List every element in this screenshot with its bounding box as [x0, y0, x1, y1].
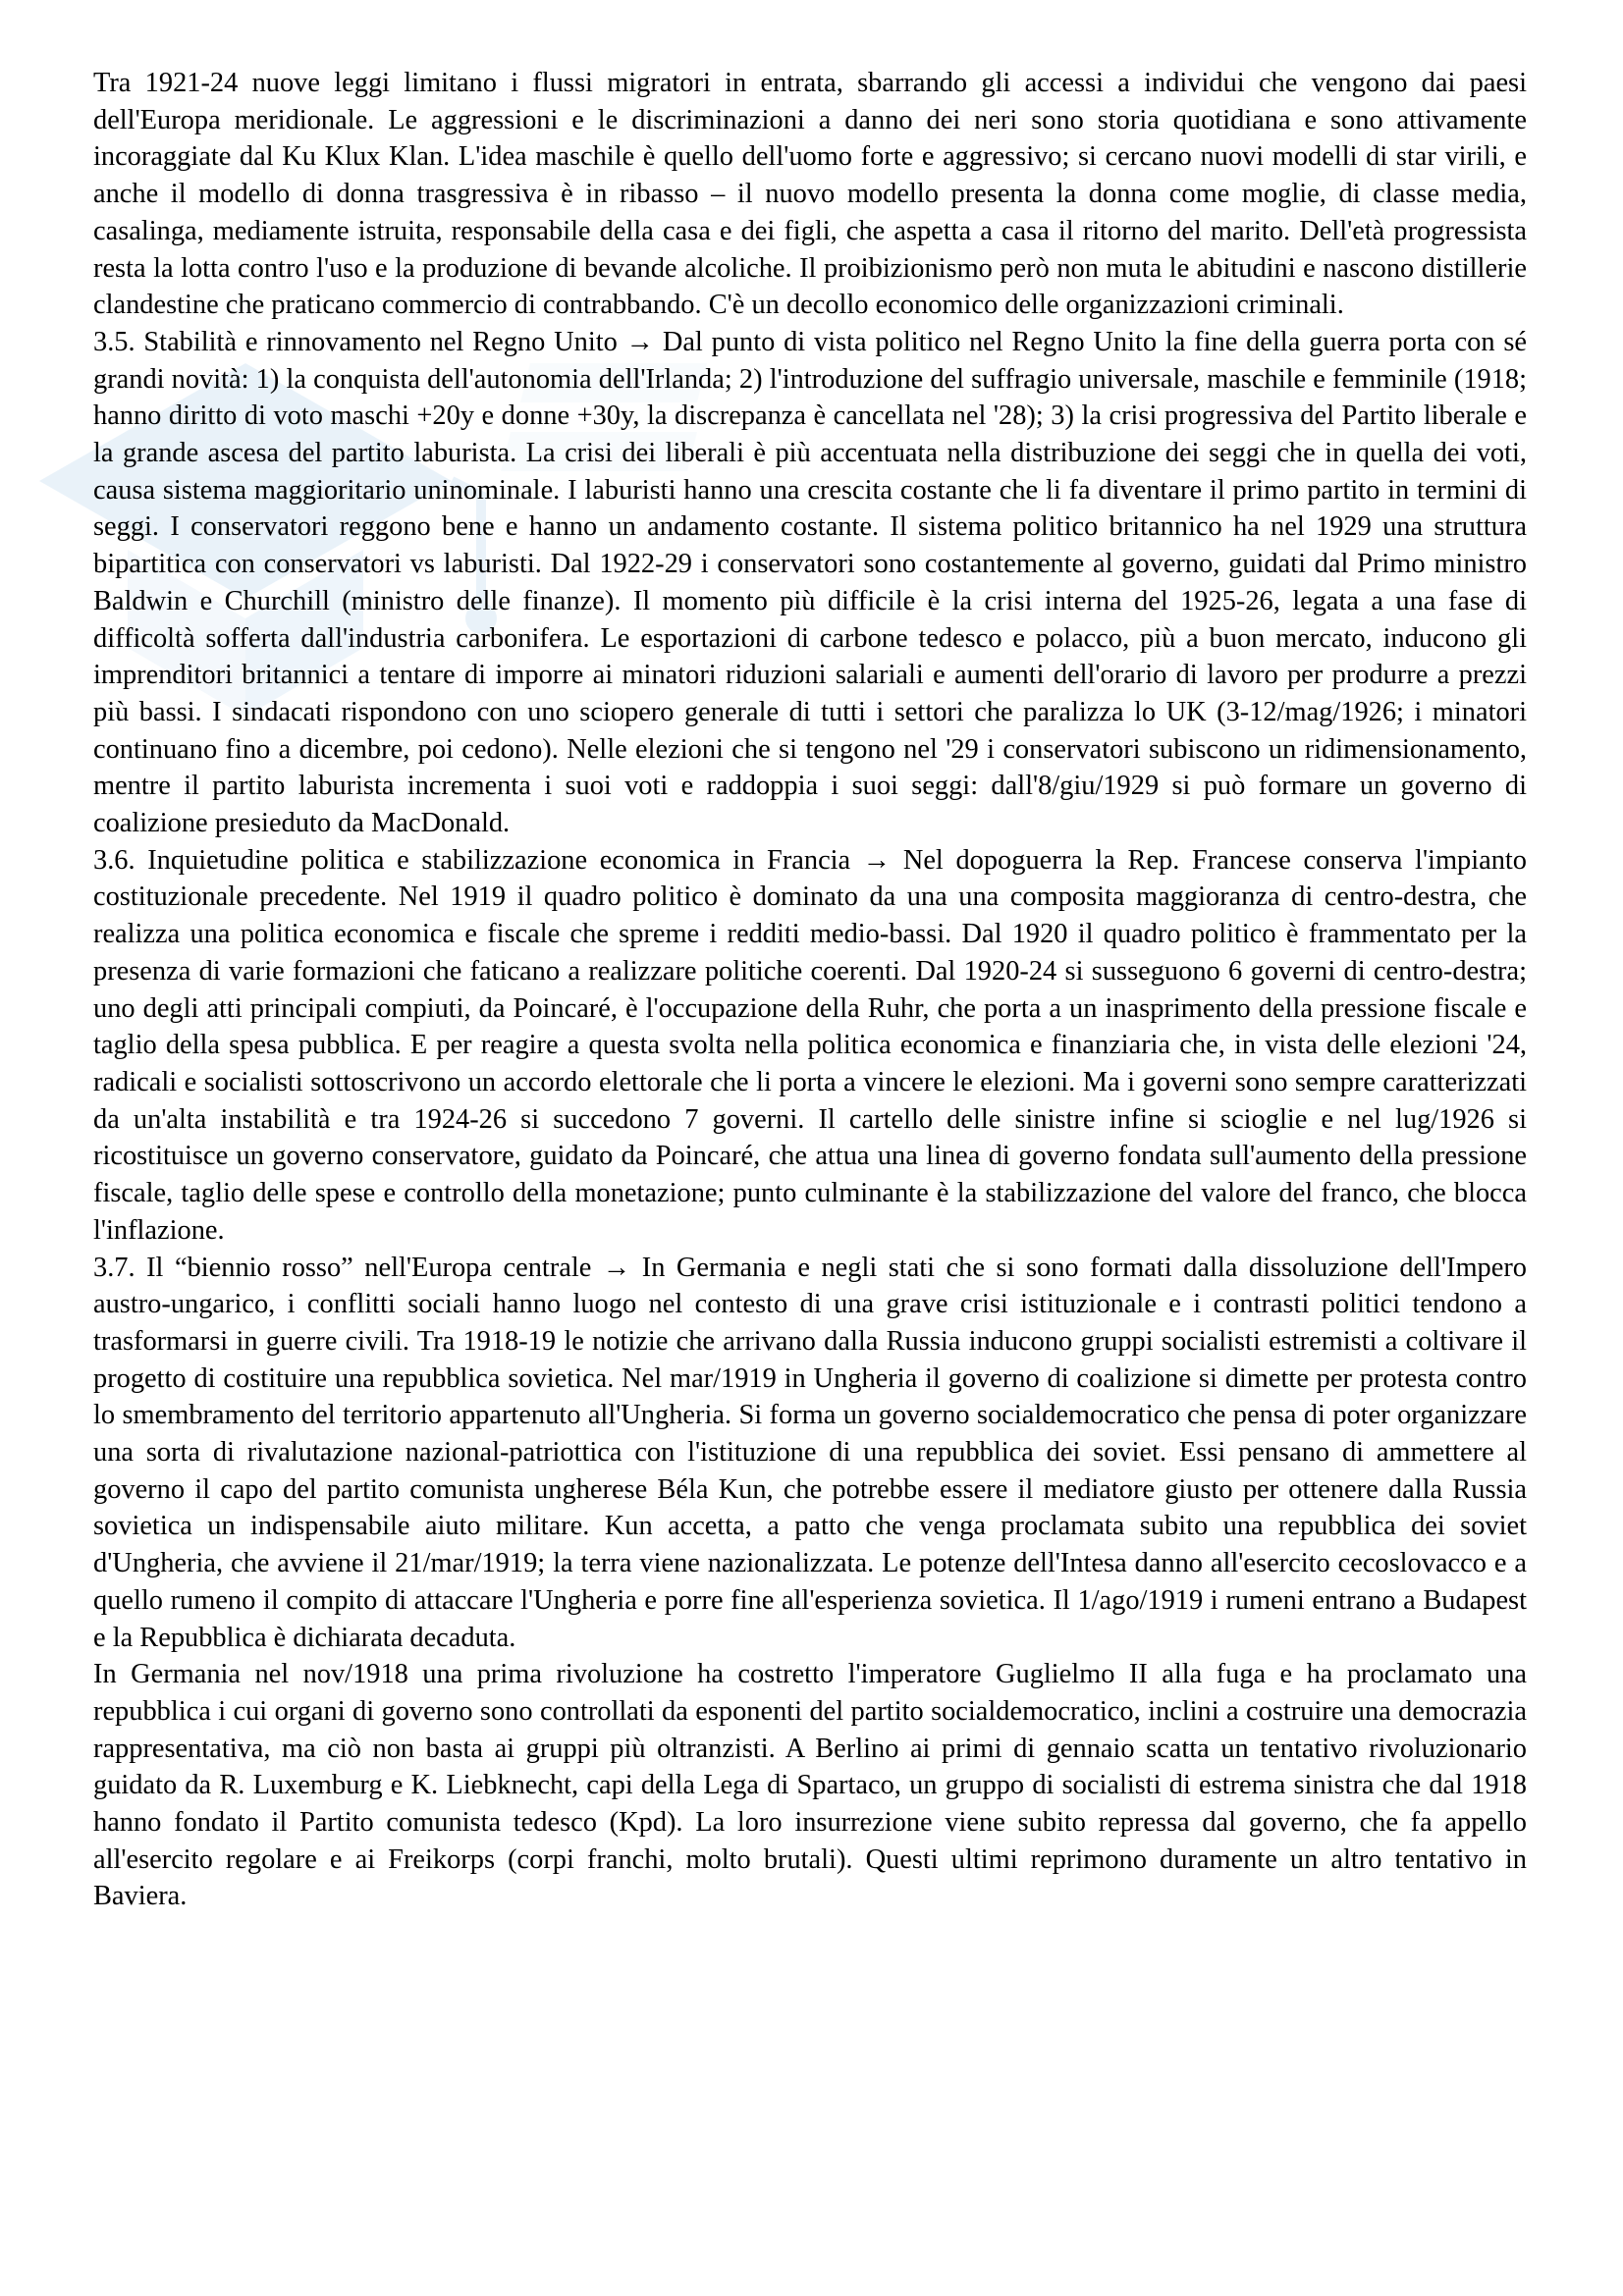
- document-body: [93, 65, 1527, 1915]
- paragraph-section-3-5-uk: 3.5. Stabilità e rinnovamento nel Regno Unito → Dal punto di vista politico nel Regno Unito la fine della guerra porta con sé grandi novità: 1) la conquista dell'autonomia dell'Irlanda; 2) l'introduzione del suffragio universale, maschile e femminile (1918; hanno diritto di voto maschi +20y e donne +30y, la discrepanza è cancellata nel '28); 3) la crisi progressiva del Partito liberale e la grande ascesa del partito laburista. La crisi dei liberali è più accentuata nella distribuzione dei seggi che in quella dei voti, causa sistema maggioritario uninominale. I laburisti hanno una crescita costante che li fa diventare il primo partito in termini di seggi. I conservatori reggono bene e hanno un andamento costante. Il sistema politico britannico ha nel 1929 una struttura bipartitica con conservatori vs laburisti. Dal 1922-29 i conservatori sono costantemente al governo, guidati dal Primo ministro Baldwin e Churchill (ministro delle finanze). Il momento più difficile è la crisi interna del 1925-26, legata a una fase di difficoltà sofferta dall'industria carbonifera. Le esportazioni di carbone tedesco e polacco, più a buon mercato, inducono gli imprenditori britannici a tentare di imporre ai minatori riduzioni salariali e aumenti dell'orario di lavoro per produrre a prezzi più bassi. I sindacati rispondono con uno sciopero generale di tutti i settori che paralizza lo UK (3-12/mag/1926; i minatori continuano fino a dicembre, poi cedono). Nelle elezioni che si tengono nel '29 i conservatori subiscono un ridimensionamento, mentre il partito laburista incrementa i suoi voti e raddoppia i suoi seggi: dall'8/giu/1929 si può formare un governo di coalizione presieduto da MacDonald.: [93, 326, 1527, 839]
- paragraph-section-3-6-france: 3.6. Inquietudine politica e stabilizzazione economica in Francia → Nel dopoguerra la Rep. Francese conserva l'impianto costituzionale precedente. Nel 1919 il quadro politico è dominato da una una composita maggioranza di centro-destra, che realizza una politica economica e fiscale che spreme i redditi medio-bassi. Dal 1920 il quadro politico è frammentato per la presenza di varie formazioni che faticano a realizzare politiche coerenti. Dal 1920-24 si susseguono 6 governi di centro-destra; uno degli atti principali compiuti, da Poincaré, è l'occupazione della Ruhr, che porta a un inasprimento della pressione fiscale e taglio della spesa pubblica. E per reagire a questa svolta nella politica economica e finanziaria che, in vista delle elezioni '24, radicali e socialisti sottoscrivono un accordo elettorale che li porta a vincere le elezioni. Ma i governi sono sempre caratterizzati da un'alta instabilità e tra 1924-26 si succedono 7 governi. Il cartello delle sinistre infine si scioglie e nel lug/1926 si ricostituisce un governo conservatore, guidato da Poincaré, che attua una linea di governo fondata sull'aumento della pressione fiscale, taglio delle spese e controllo della monetazione; punto culminante è la stabilizzazione del valore del franco, che blocca l'inflazione.: [93, 844, 1527, 1246]
- paragraph-germany-revolution: In Germania nel nov/1918 una prima rivoluzione ha costretto l'imperatore Guglielmo II alla fuga e ha proclamato una repubblica i cui organi di governo sono controllati da esponenti del partito socialdemocratico, inclini a costruire una democrazia rappresentativa, ma ciò non basta ai gruppi più oltranzisti. A Berlino ai primi di gennaio scatta un tentativo rivoluzionario guidato da R. Luxemburg e K. Liebknecht, capi della Lega di Spartaco, un gruppo di socialisti di estrema sinistra che dal 1918 hanno fondato il Partito comunista tedesco (Kpd). La loro insurrezione viene subito repressa dal governo, che fa appello all'esercito regolare e ai Freikorps (corpi franchi, molto brutali). Questi ultimi reprimono duramente un altro tentativo in Baviera.: [93, 1659, 1527, 1912]
- paragraph-section-3-7-central-europe: 3.7. Il “biennio rosso” nell'Europa centrale → In Germania e negli stati che si sono formati dalla dissoluzione dell'Impero austro-ungarico, i conflitti sociali hanno luogo nel contesto di una grave crisi istituzionale e i contrasti politici tendono a trasformarsi in guerre civili. Tra 1918-19 le notizie che arrivano dalla Russia inducono gruppi socialisti estremisti a coltivare il progetto di costituire una repubblica sovietica. Nel mar/1919 in Ungheria il governo di coalizione si dimette per protesta contro lo smembramento del territorio appartenuto all'Ungheria. Si forma un governo socialdemocratico che pensa di poter organizzare una sorta di rivalutazione nazional-patriottica con l'istituzione di una repubblica dei soviet. Essi pensano di ammettere al governo il capo del partito comunista ungherese Béla Kun, che potrebbe essere il mediatore giusto per ottenere dalla Russia sovietica un indispensabile aiuto militare. Kun accetta, a patto che venga proclamata subito una repubblica dei soviet d'Ungheria, che avviene il 21/mar/1919; la terra viene nazionalizzata. Le potenze dell'Intesa danno all'esercito cecoslovacco e a quello rumeno il compito di attaccare l'Ungheria e porre fine all'esperienza sovietica. Il 1/ago/1919 i rumeni entrano a Budapest e la Repubblica è dichiarata decaduta.: [93, 1252, 1527, 1653]
- paragraph-immigration-prohibition: Tra 1921-24 nuove leggi limitano i flussi migratori in entrata, sbarrando gli accessi a individui che vengono dai paesi dell'Europa meridionale. Le aggressioni e le discriminazioni a danno dei neri sono storia quotidiana e sono attivamente incoraggiate dal Ku Klux Klan. L'idea maschile è quello dell'uomo forte e aggressivo; si cercano nuovi modelli di star virili, e anche il modello di donna trasgressiva è in ribasso – il nuovo modello presenta la donna come moglie, di classe media, casalinga, mediamente istruita, responsabile della casa e dei figli, che aspetta a casa il ritorno del marito. Dell'età progressista resta la lotta contro l'uso e la produzione di bevande alcoliche. Il proibizionismo però non muta le abitudini e nascono distillerie clandestine che praticano commercio di contrabbando. C'è un decollo economico delle organizzazioni criminali.: [93, 68, 1527, 321]
